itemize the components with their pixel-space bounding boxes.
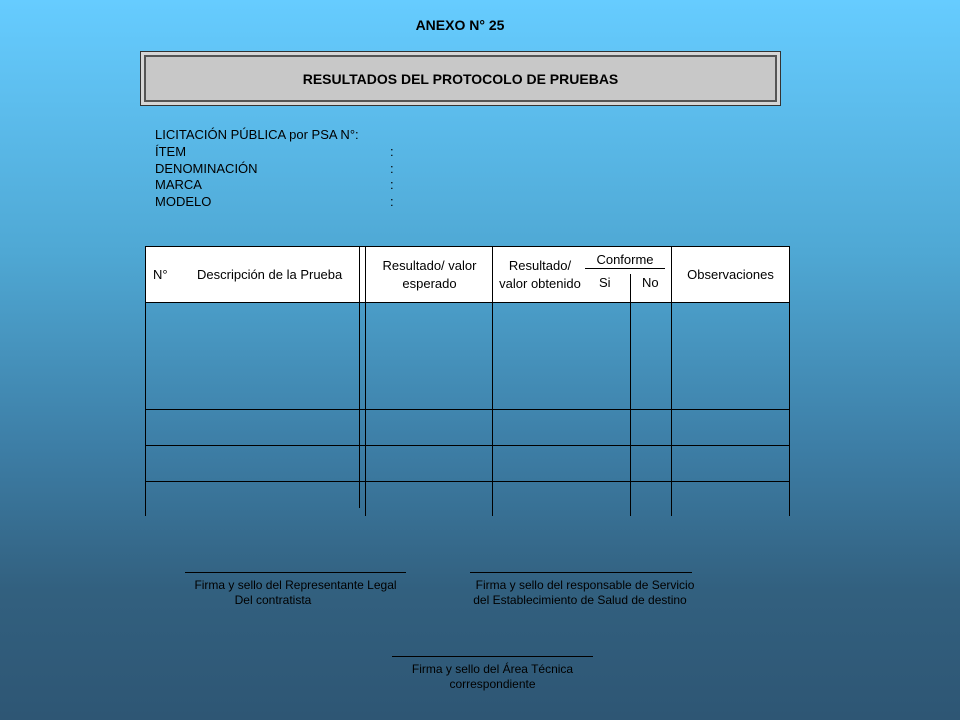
col-no-header: No <box>642 275 659 290</box>
col-number-header: N° <box>153 267 168 282</box>
table-col-divider <box>359 246 360 508</box>
signature-legal-sublabel: Del contratista <box>234 593 312 607</box>
signature-service-sublabel: del Establecimiento de Salud de destino <box>473 593 687 607</box>
col-expected-header <box>367 257 492 293</box>
field-denominacion-colon: : <box>390 161 394 176</box>
signature-legal-label: Firma y sello del Representante Legal <box>194 578 397 592</box>
signature-legal-line <box>185 572 406 573</box>
col-expected-line1: Resultado/ valor <box>382 258 477 273</box>
signature-service-block <box>455 572 705 608</box>
col-si-header: Si <box>599 275 611 290</box>
field-modelo-label: MODELO <box>155 194 212 209</box>
form-title: RESULTADOS DEL PROTOCOLO DE PRUEBAS <box>144 55 777 102</box>
table-col-divider <box>671 246 672 516</box>
table-row-divider <box>145 445 790 446</box>
table-left-border <box>145 246 146 516</box>
table-top-border <box>145 246 790 247</box>
field-item-colon: : <box>390 144 394 159</box>
col-conforme-header: Conforme <box>596 252 654 267</box>
field-denominacion-label: DENOMINACIÓN <box>155 161 258 176</box>
table-col-divider <box>630 274 631 516</box>
col-observations-header: Observaciones <box>687 267 774 282</box>
form-title-box <box>140 51 781 106</box>
signature-legal-block <box>185 572 406 608</box>
col-expected-line2: esperado <box>402 276 457 291</box>
signature-technical-line <box>392 656 593 657</box>
signature-technical-label: Firma y sello del Área Técnica <box>411 662 574 676</box>
col-obtained-header <box>494 257 586 293</box>
col-obtained-line2: valor obtenido <box>499 276 581 291</box>
annex-title: ANEXO N° 25 <box>415 17 505 33</box>
field-item-label: ÍTEM <box>155 144 187 159</box>
field-modelo-colon: : <box>390 194 394 209</box>
col-obtained-line1: Resultado/ <box>508 258 572 273</box>
field-licitacion-label: LICITACIÓN PÚBLICA por PSA N°: <box>155 127 359 142</box>
table-row-divider <box>145 481 790 482</box>
col-description-header: Descripción de la Prueba <box>197 267 343 282</box>
table-col-divider <box>492 246 493 516</box>
table-row-divider <box>145 409 790 410</box>
table-col-divider <box>365 246 366 516</box>
table-right-border <box>789 246 790 516</box>
field-marca-colon: : <box>390 177 394 192</box>
table-header-divider <box>145 302 790 303</box>
signature-service-label: Firma y sello del responsable de Servicio <box>475 578 695 592</box>
signature-service-line <box>470 572 692 573</box>
signature-technical-sublabel: correspondiente <box>449 677 536 691</box>
field-marca-label: MARCA <box>155 177 202 192</box>
signature-technical-block <box>392 656 593 692</box>
results-table <box>145 246 790 516</box>
